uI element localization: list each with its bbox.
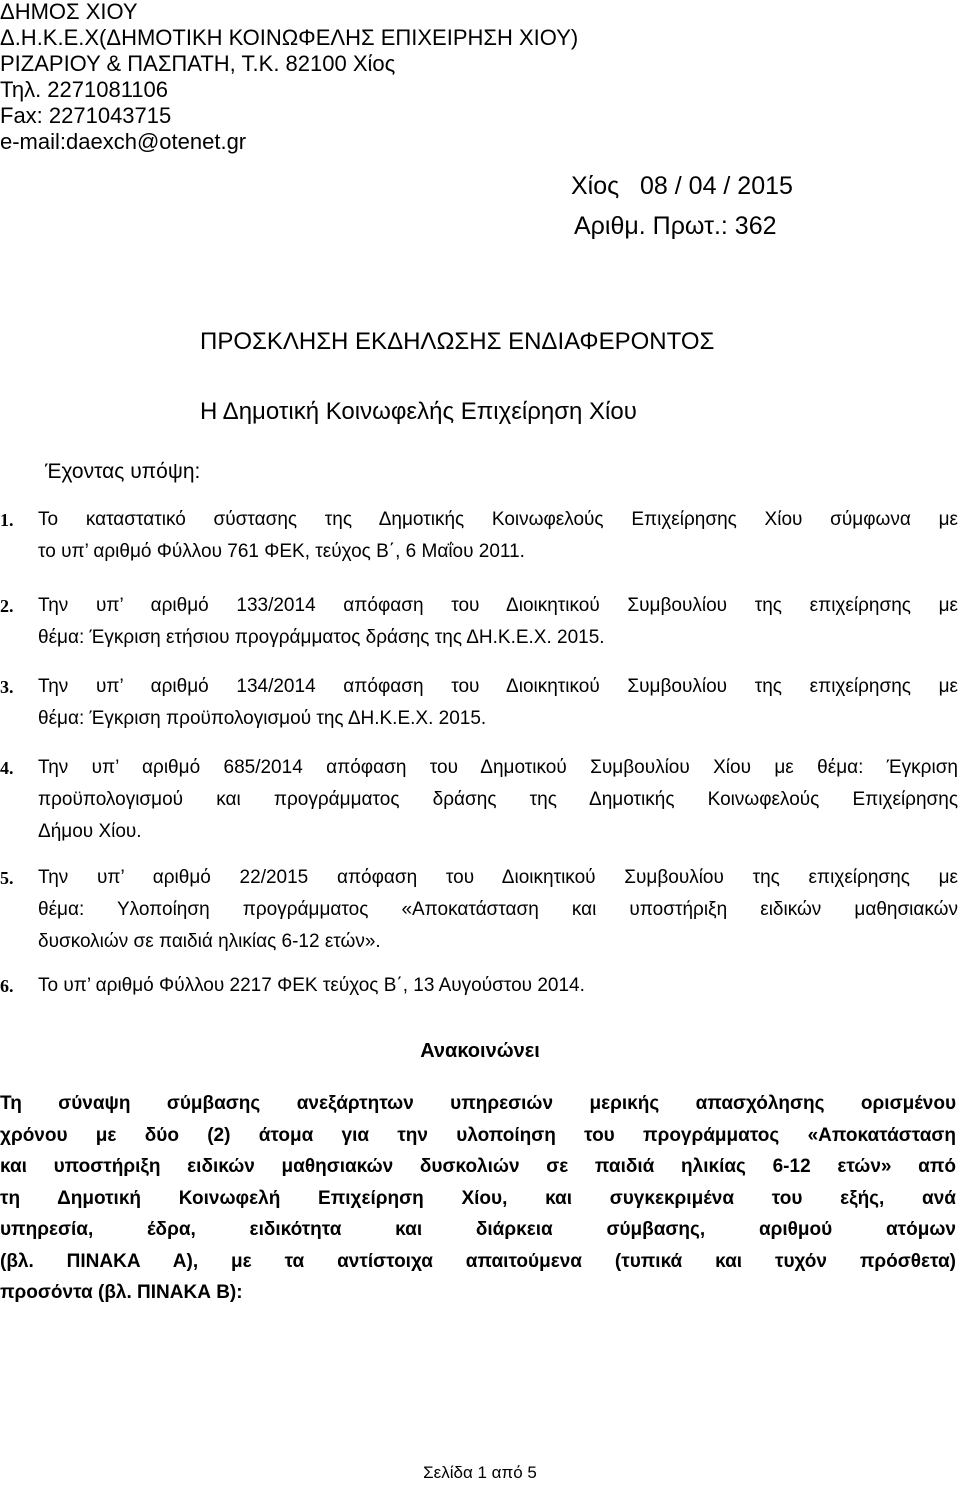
item-text-line: θέμα: Έγκριση προϋπολογισμού της ΔΗ.Κ.Ε.Χ. 2015. bbox=[38, 708, 487, 729]
sender-phone: Τηλ. 2271081106 bbox=[0, 77, 169, 102]
item-number: 2. bbox=[0, 596, 14, 616]
sender-line-organization: Δ.Η.Κ.Ε.Χ(ΔΗΜΟΤΙΚΗ ΚΟΙΝΩΦΕΛΗΣ ΕΠΙΧΕΙΡΗΣΗ ΧΙΟΥ) bbox=[0, 25, 579, 50]
main-paragraph bbox=[0, 1088, 956, 1309]
main-paragraph-line: προσόντα (βλ. ΠΙΝΑΚΑ Β): bbox=[0, 1282, 243, 1303]
item-number: 6. bbox=[0, 976, 14, 996]
item-text bbox=[38, 862, 958, 958]
item-text bbox=[38, 970, 958, 1002]
sender-email: e-mail:daexch@otenet.gr bbox=[0, 129, 247, 154]
sender-line-municipality: ΔΗΜΟΣ ΧΙΟΥ bbox=[0, 0, 138, 24]
item-number: 3. bbox=[0, 677, 14, 697]
item-number: 4. bbox=[0, 758, 14, 778]
main-paragraph-line: (βλ. ΠΙΝΑΚΑ Α), με τα αντίστοιχα απαιτούμενα (τυπικά και τυχόν πρόσθετα) bbox=[0, 1250, 956, 1272]
main-paragraph-line: τη Δημοτική Κοινωφελή Επιχείρηση Χίου, και συγκεκριμένα του εξής, ανά bbox=[0, 1187, 956, 1209]
item-text-line: Το καταστατικό σύστασης της Δημοτικής Κοινωφελούς Επιχείρησης Χίου σύμφωνα με bbox=[38, 509, 958, 530]
main-paragraph-line: και υποστήριξη ειδικών μαθησιακών δυσκολιών σε παιδιά ηλικίας 6-12 ετών» από bbox=[0, 1156, 956, 1177]
item-text-line: προϋπολογισμού και προγράμματος δράσης της Δημοτικής Κοινωφελούς Επιχείρησης bbox=[38, 789, 958, 810]
item-text bbox=[38, 671, 958, 735]
item-text bbox=[38, 504, 958, 568]
item-text-line: θέμα: Έγκριση ετήσιου προγράμματος δράσης της ΔΗ.Κ.Ε.Χ. 2015. bbox=[38, 627, 605, 648]
item-text-line: Το υπ’ αριθμό Φύλλου 2217 ΦΕΚ τεύχος Β΄, 13 Αυγούστου 2014. bbox=[38, 975, 585, 996]
item-text-line: Την υπ’ αριθμό 685/2014 απόφαση του Δημοτικού Συμβουλίου Χίου με θέμα: Έγκριση bbox=[38, 757, 958, 778]
considering-label: Έχοντας υπόψη: bbox=[45, 460, 201, 483]
item-text bbox=[38, 590, 958, 654]
item-text-line: Την υπ’ αριθμό 133/2014 απόφαση του Διοικητικού Συμβουλίου της επιχείρησης με bbox=[38, 595, 958, 616]
item-text-line: το υπ’ αριθμό Φύλλου 761 ΦΕΚ, τεύχος Β΄, 6 Μαΐου 2011. bbox=[38, 541, 525, 562]
item-text-line: Δήμου Χίου. bbox=[38, 821, 142, 842]
issuer-line: Η Δημοτική Κοινωφελής Επιχείρηση Χίου bbox=[200, 398, 637, 425]
announces-heading: Ανακοινώνει bbox=[420, 1040, 540, 1062]
sender-line-address: ΡΙΖΑΡΙΟΥ & ΠΑΣΠΑΤΗ, Τ.Κ. 82100 Χίος bbox=[0, 51, 396, 76]
item-text bbox=[38, 752, 958, 848]
sender-fax: Fax: 2271043715 bbox=[0, 103, 172, 128]
document-date: Χίος 08 / 04 / 2015 bbox=[571, 172, 793, 200]
main-paragraph-line: χρόνου με δύο (2) άτομα για την υλοποίηση του προγράμματος «Αποκατάσταση bbox=[0, 1124, 956, 1146]
item-number: 5. bbox=[0, 868, 14, 888]
main-paragraph-line: Τη σύναψη σύμβασης ανεξάρτητων υπηρεσιών μερικής απασχόλησης ορισμένου bbox=[0, 1093, 956, 1114]
item-text-line: Την υπ’ αριθμό 134/2014 απόφαση του Διοικητικού Συμβουλίου της επιχείρησης με bbox=[38, 676, 958, 697]
protocol-number: Αριθμ. Πρωτ.: 362 bbox=[574, 212, 777, 240]
page-footer: Σελίδα 1 από 5 bbox=[423, 1463, 537, 1482]
item-text-line: δυσκολιών σε παιδιά ηλικίας 6-12 ετών». bbox=[38, 931, 381, 952]
item-text-line: Την υπ’ αριθμό 22/2015 απόφαση του Διοικητικού Συμβουλίου της επιχείρησης με bbox=[38, 867, 958, 888]
document-title: ΠΡΟΣΚΛΗΣΗ ΕΚΔΗΛΩΣΗΣ ΕΝΔΙΑΦΕΡΟΝΤΟΣ bbox=[200, 328, 715, 355]
item-text-line: θέμα: Υλοποίηση προγράμματος «Αποκατάσταση και υποστήριξη ειδικών μαθησιακών bbox=[38, 899, 958, 920]
main-paragraph-line: υπηρεσία, έδρα, ειδικότητα και διάρκεια σύμβασης, αριθμού ατόμων bbox=[0, 1219, 956, 1240]
item-number: 1. bbox=[0, 510, 14, 530]
